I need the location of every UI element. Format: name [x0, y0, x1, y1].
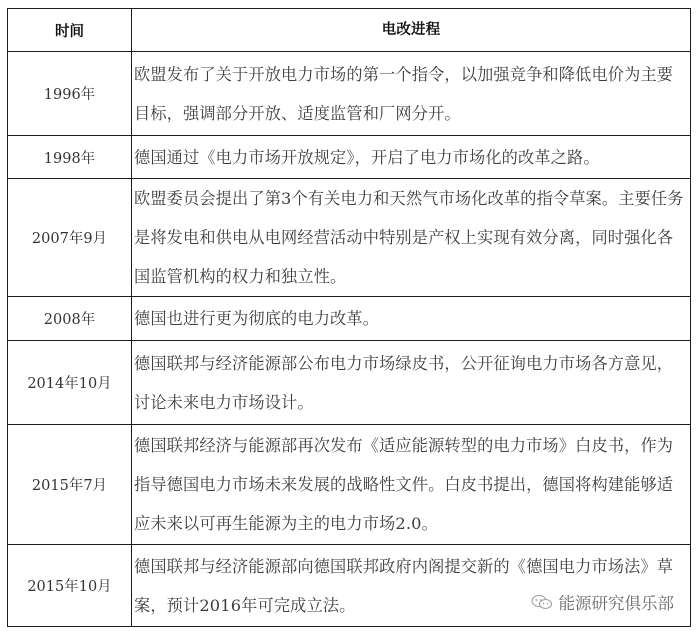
table-header-row: [8, 9, 690, 51]
table-row: [8, 296, 690, 340]
description-line: 案，预计2016年可完成立法。: [134, 595, 356, 615]
header-time: 时间: [8, 9, 132, 51]
row-time: 2014年10月: [8, 341, 132, 424]
table-row: [8, 135, 690, 178]
row-description: [132, 425, 690, 544]
description-line: 国监管机构的权力和独立性。: [134, 267, 347, 286]
row-description: [132, 136, 690, 178]
row-time: 2015年7月: [8, 425, 132, 544]
header-progress: 电改进程: [381, 21, 441, 38]
watermark: [529, 590, 677, 614]
description-line: 目标，强调部分开放、适度监管和厂网分开。: [134, 103, 461, 123]
description-line: 讨论未来电力市场设计。: [134, 392, 314, 412]
table-row: [8, 51, 690, 135]
row-time: 1998年: [8, 136, 132, 178]
description-line: 应未来以可再生能源为主的电力市场2.0。: [134, 514, 438, 533]
description-line: 德国联邦与经济能源部公布电力市场绿皮书，公开征询电力市场各方意见，: [134, 353, 674, 373]
description-line: 是将发电和供电从电网经营活动中特别是产权上实现有效分离，同时强化各: [134, 228, 674, 247]
table-row: [8, 340, 690, 424]
wechat-icon: [531, 594, 553, 610]
description-line: 指导德国电力市场未来发展的战略性文件。白皮书提出，德国将构建能够适: [134, 475, 674, 494]
description-line: 德国也进行更为彻底的电力改革。: [134, 309, 380, 328]
table-row: [8, 178, 690, 296]
row-time: 1996年: [8, 52, 132, 135]
description-line: 欧盟发布了关于开放电力市场的第一个指令，以加强竞争和降低电价为主要: [134, 64, 674, 84]
table-row: [8, 424, 690, 544]
description-line: 德国联邦与经济能源部向德国联邦政府内阁提交新的《德国电力市场法》草: [134, 556, 674, 576]
row-description: [132, 297, 690, 340]
watermark-text: 能源研究俱乐部: [558, 594, 674, 613]
row-description: [132, 52, 690, 135]
row-time: 2015年10月: [8, 545, 132, 626]
row-description: [132, 179, 690, 296]
row-time: 2007年9月: [8, 179, 132, 296]
row-time: 2008年: [8, 297, 132, 340]
description-line: 德国通过《电力市场开放规定》，开启了电力市场化的改革之路。: [134, 147, 600, 167]
reform-timeline-table: [7, 8, 691, 627]
row-description: [132, 341, 690, 424]
description-line: 德国联邦经济与能源部再次发布《适应能源转型的电力市场》白皮书，作为: [134, 436, 674, 455]
description-line: 欧盟委员会提出了第3个有关电力和天然气市场化改革的指令草案。主要任务: [134, 189, 684, 208]
